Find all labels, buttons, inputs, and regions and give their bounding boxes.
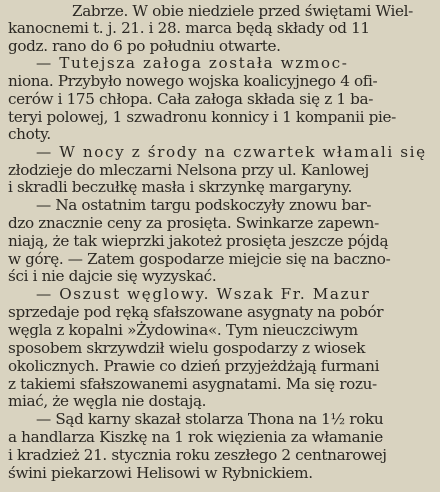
text-line: choty. xyxy=(8,125,51,143)
text-line: węgla z kopalni »Żydowina«. Tym nieuczciwym xyxy=(8,321,358,339)
paragraph-heading-line: — W nocy z środy na czwartek włamali się xyxy=(36,143,427,161)
text-line: niona. Przybyło nowego wojska koalicyjnego 4 ofi- xyxy=(8,72,378,90)
text-line: sposobem skrzywdził wielu gospodarzy z wiosek xyxy=(8,339,366,357)
text-line: ści i nie dajcie się wyzyskać. xyxy=(8,267,217,285)
text-line: cerów i 175 chłopa. Cała załoga składa się z 1 ba- xyxy=(8,90,373,108)
text-line: — Na ostatnim targu podskoczyły znowu bar- xyxy=(36,196,372,214)
text-line: świni piekarzowi Helisowi w Rybnickiem. xyxy=(8,464,313,482)
text-line: godz. rano do 6 po południu otwarte. xyxy=(8,37,281,55)
text-line: — Sąd karny skazał stolarza Thona na 1½ roku xyxy=(36,410,384,428)
text-line: sprzedaje pod ręką sfałszowane asygnaty na pobór xyxy=(8,303,384,321)
text-line: kanocnemi t. j. 21. i 28. marca będą składy od 11 xyxy=(8,19,370,37)
text-line: a handlarza Kiszkę na 1 rok więzienia za włamanie xyxy=(8,428,383,446)
text-line: i skradli beczułkę masła i skrzynkę margaryny. xyxy=(8,178,352,196)
text-line: niają, że tak wieprzki jakoteż prosięta jeszcze pójdą xyxy=(8,232,389,250)
text-line: teryi polowej, 1 szwadronu konnicy i 1 kompanii pie- xyxy=(8,108,396,126)
text-line: okolicznych. Prawie co dzień przyjeżdżają furmani xyxy=(8,357,380,375)
paragraph-heading-line: — Tutejsza załoga została wzmoc- xyxy=(36,54,349,72)
text-line: złodzieje do mleczarni Nelsona przy ul. Kanlowej xyxy=(8,161,369,179)
text-line: Zabrze. W obie niedziele przed świętami Wiel- xyxy=(72,2,413,20)
text-line: dzo znacznie ceny za prosięta. Swinkarze zapewn- xyxy=(8,214,379,232)
text-line: w górę. — Zatem gospodarze miejcie się na baczno- xyxy=(8,250,391,268)
text-line: i kradzież 21. stycznia roku zeszłego 2 centnarowej xyxy=(8,446,387,464)
paragraph-heading-line: — Oszust węglowy. Wszak Fr. Mazur xyxy=(36,285,371,303)
text-line: z takiemi sfałszowanemi asygnatami. Ma się rozu- xyxy=(8,375,377,393)
text-line: miać, że węgla nie dostają. xyxy=(8,392,207,410)
